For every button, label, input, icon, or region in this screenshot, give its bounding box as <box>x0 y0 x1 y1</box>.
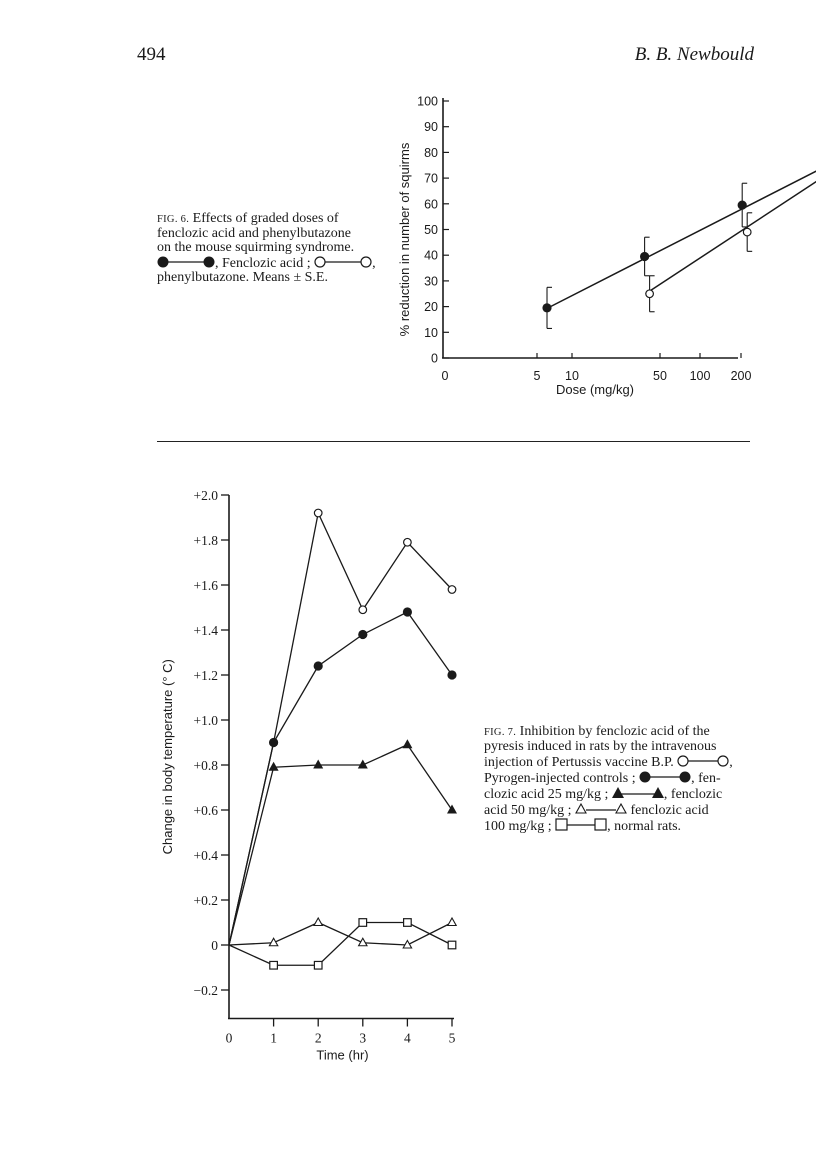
figure-7-caption-line4: Pyrogen-injected controls ; <box>484 771 636 786</box>
y-tick-label: 20 <box>424 300 438 315</box>
data-point <box>314 661 323 670</box>
y-tick-label: +0.8 <box>193 758 218 773</box>
figure-7-caption-line6: acid 50 mg/kg ; <box>484 803 572 818</box>
data-point <box>402 739 412 748</box>
x-axis-title: Dose (mg/kg) <box>555 382 635 397</box>
y-tick-label: +1.4 <box>193 623 218 638</box>
x-tick-label: 1 <box>270 1030 277 1046</box>
x-tick-label: 3 <box>359 1030 367 1046</box>
figure-7-caption-line4-end: , fen- <box>691 771 721 786</box>
figure-7-caption-line5: clozic acid 25 mg/kg ; <box>484 787 609 802</box>
data-point <box>269 738 278 747</box>
data-point <box>403 607 412 616</box>
y-axis-title: % reduction in number of squirms <box>397 142 412 337</box>
x-axis-title: Time (hr) <box>316 1047 369 1063</box>
page-number: 494 <box>137 44 166 65</box>
open-triangle-legend-icon <box>575 802 627 816</box>
y-tick-label: +2.0 <box>193 488 218 503</box>
y-tick-label: 50 <box>424 223 438 237</box>
y-tick-label: 40 <box>424 248 438 263</box>
filled-triangle-legend-icon <box>612 786 664 800</box>
y-tick-label: +1.2 <box>193 668 218 683</box>
open-square-legend-icon <box>555 818 607 832</box>
y-tick-label: −0.2 <box>193 983 218 998</box>
x-tick-label: 0 <box>225 1030 233 1046</box>
x-tick-label: 5 <box>533 369 541 383</box>
figure-7-caption: FIG. 7. Inhibition by fenclozic acid of the pyresis induced in rats by the intravenous injection of Pertussis vaccine B.P. , Pyrogen-injected controls ; , fen- clozic acid 25 mg/kg ; , fenclozic acid 50 mg/kg ; fenclozic acid 100 mg/kg ; , normal rats. <box>484 725 756 834</box>
y-tick-label: 0 <box>211 938 218 953</box>
filled-circle-legend-icon <box>639 770 691 784</box>
data-point <box>314 961 322 969</box>
data-point <box>447 670 456 679</box>
y-tick-label: +0.4 <box>193 848 218 863</box>
data-point <box>359 919 367 927</box>
figure-7-caption-line7-end: , normal rats. <box>607 819 682 834</box>
data-point <box>358 630 367 639</box>
y-tick-label: 10 <box>424 325 438 340</box>
data-point <box>448 918 456 926</box>
figure-6-caption-line4: , Fenclozic acid ; <box>215 256 311 271</box>
x-tick-label: 5 <box>448 1030 456 1046</box>
x-tick-label: 4 <box>404 1030 411 1046</box>
series-line <box>229 612 452 945</box>
figure-6-label: FIG. 6. <box>157 214 190 225</box>
y-tick-label: 70 <box>424 171 438 186</box>
y-tick-label: 90 <box>424 120 438 135</box>
x-tick-label: 10 <box>565 369 579 383</box>
data-point <box>269 762 279 771</box>
figure-6-caption: FIG. 6. Effects of graded doses of fenclozic acid and phenylbutazone on the mouse squirming syndrome. , Fenclozic acid ; , phenylbutazone. Means ± S.E. <box>157 212 382 285</box>
x-tick-label: 100 <box>689 369 711 383</box>
series-line <box>229 513 452 945</box>
data-point <box>359 606 367 614</box>
figure-6-caption-line3: on the mouse squirming syndrome. <box>157 240 355 255</box>
x-tick-label: 200 <box>730 369 752 383</box>
figure-7-caption-line7: 100 mg/kg ; <box>484 819 552 834</box>
y-tick-label: 30 <box>424 274 438 289</box>
y-tick-label: 80 <box>424 145 438 160</box>
figure-6-caption-line5: phenylbutazone. Means ± S.E. <box>157 270 328 285</box>
y-tick-label: +1.6 <box>193 578 218 593</box>
figure-7-caption-line2: pyresis induced in rats by the intravenous <box>484 739 717 754</box>
figure-7-caption-line6-end: fenclozic acid <box>627 803 709 818</box>
figure-7-label: FIG. 7. <box>484 727 517 738</box>
data-point <box>448 586 456 594</box>
y-tick-label: 100 <box>417 94 438 109</box>
series-line <box>229 745 452 945</box>
y-tick-label: 60 <box>424 197 438 212</box>
data-point <box>404 919 412 927</box>
y-axis-title: Change in body temperature (° C) <box>160 659 175 855</box>
data-point <box>314 509 322 517</box>
y-tick-label: +1.8 <box>193 533 218 548</box>
y-tick-label: +0.2 <box>193 893 218 908</box>
open-circle-legend-icon <box>677 754 729 768</box>
y-tick-label: +0.6 <box>193 803 218 818</box>
x-tick-label: 50 <box>653 369 667 383</box>
figure-7-caption-line1: Inhibition by fenclozic acid of the <box>516 724 710 739</box>
series-line <box>229 923 452 946</box>
y-tick-label: 0 <box>431 351 438 366</box>
data-point <box>270 961 278 969</box>
y-tick-label: +1.0 <box>193 713 218 728</box>
figure-7-caption-line5-end: , fenclozic <box>663 787 723 802</box>
figure-7-caption-line3: injection of Pertussis vaccine B.P. <box>484 755 674 770</box>
running-head: B. B. Newbould <box>634 44 754 65</box>
data-point <box>314 918 322 926</box>
data-point <box>404 538 412 546</box>
x-tick-label: 2 <box>314 1030 322 1046</box>
figure-6-caption-line2: fenclozic acid and phenylbutazone <box>157 226 351 241</box>
data-point <box>313 760 323 769</box>
data-point <box>448 941 456 949</box>
figure-6-caption-line1: Effects of graded doses of <box>189 211 339 226</box>
x-tick-label: 0 <box>441 369 449 383</box>
